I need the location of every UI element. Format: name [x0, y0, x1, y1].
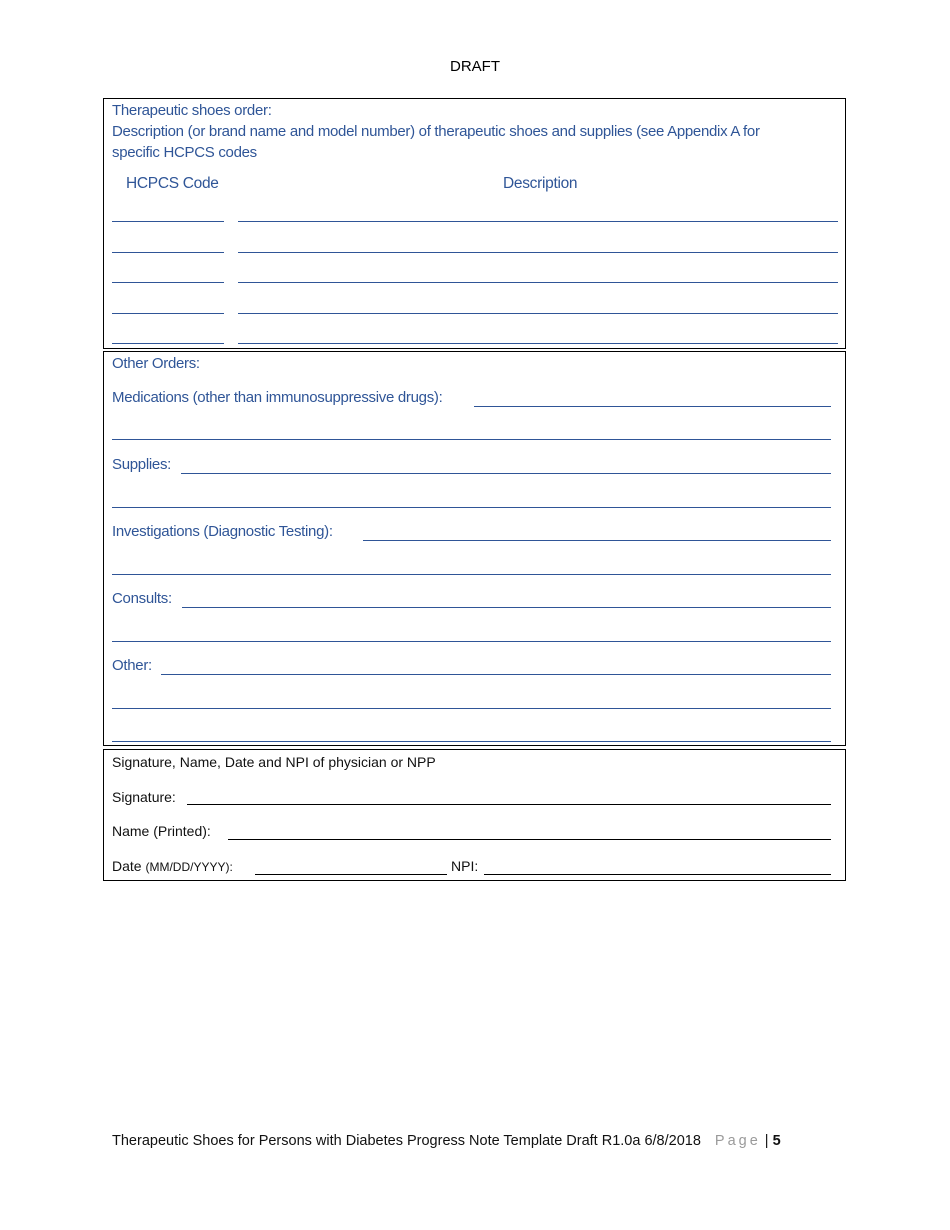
name-printed-field[interactable]	[228, 839, 831, 840]
other-orders-section	[103, 351, 846, 746]
draft-header: DRAFT	[450, 58, 500, 75]
medications-label: Medications (other than immunosuppressive drugs):	[112, 389, 443, 406]
date-format-hint: (MM/DD/YYYY):	[145, 860, 233, 874]
shoes-order-description-line2: specific HCPCS codes	[112, 144, 257, 161]
investigations-field[interactable]	[363, 540, 831, 541]
footer-separator: |	[764, 1133, 769, 1149]
other-field-line3[interactable]	[112, 741, 831, 742]
shoes-order-section	[103, 98, 846, 349]
signature-field[interactable]	[187, 804, 831, 805]
supplies-field[interactable]	[181, 473, 831, 474]
footer-page-number: 5	[772, 1133, 781, 1149]
shoes-order-title: Therapeutic shoes order:	[112, 102, 272, 119]
hcpcs-code-field-3[interactable]	[112, 282, 224, 283]
shoes-order-description-line1: Description (or brand name and model number) of therapeutic shoes and supplies (see Appendix A for	[112, 123, 760, 140]
hcpcs-code-field-4[interactable]	[112, 313, 224, 314]
description-field-4[interactable]	[238, 313, 838, 314]
hcpcs-code-header: HCPCS Code	[126, 175, 219, 192]
other-orders-title: Other Orders:	[112, 355, 200, 372]
consults-label: Consults:	[112, 590, 172, 607]
investigations-label: Investigations (Diagnostic Testing):	[112, 523, 333, 540]
description-field-5[interactable]	[238, 343, 838, 344]
signature-section	[103, 749, 846, 881]
signature-label: Signature:	[112, 789, 176, 805]
footer-document-title: Therapeutic Shoes for Persons with Diabetes Progress Note Template Draft R1.0a 6/8/2018	[112, 1133, 701, 1149]
hcpcs-code-field-1[interactable]	[112, 221, 224, 222]
description-header: Description	[503, 175, 578, 192]
date-label-group	[112, 858, 233, 874]
medications-field[interactable]	[474, 406, 831, 407]
medications-field-line2[interactable]	[112, 439, 831, 440]
hcpcs-code-field-5[interactable]	[112, 343, 224, 344]
npi-label: NPI:	[451, 858, 479, 874]
signature-section-title: Signature, Name, Date and NPI of physician or NPP	[112, 754, 436, 770]
other-label: Other:	[112, 657, 152, 674]
other-field[interactable]	[161, 674, 831, 675]
hcpcs-code-field-2[interactable]	[112, 252, 224, 253]
supplies-label: Supplies:	[112, 456, 172, 473]
description-field-2[interactable]	[238, 252, 838, 253]
description-field-1[interactable]	[238, 221, 838, 222]
other-field-line2[interactable]	[112, 708, 831, 709]
footer-page-word: Page	[714, 1133, 761, 1149]
description-field-3[interactable]	[238, 282, 838, 283]
investigations-field-line2[interactable]	[112, 574, 831, 575]
name-printed-label: Name (Printed):	[112, 823, 211, 839]
consults-field-line2[interactable]	[112, 641, 831, 642]
npi-field[interactable]	[484, 874, 831, 875]
date-label: Date	[112, 858, 142, 874]
page-footer	[112, 1133, 781, 1149]
consults-field[interactable]	[182, 607, 831, 608]
supplies-field-line2[interactable]	[112, 507, 831, 508]
date-field[interactable]	[255, 874, 447, 875]
